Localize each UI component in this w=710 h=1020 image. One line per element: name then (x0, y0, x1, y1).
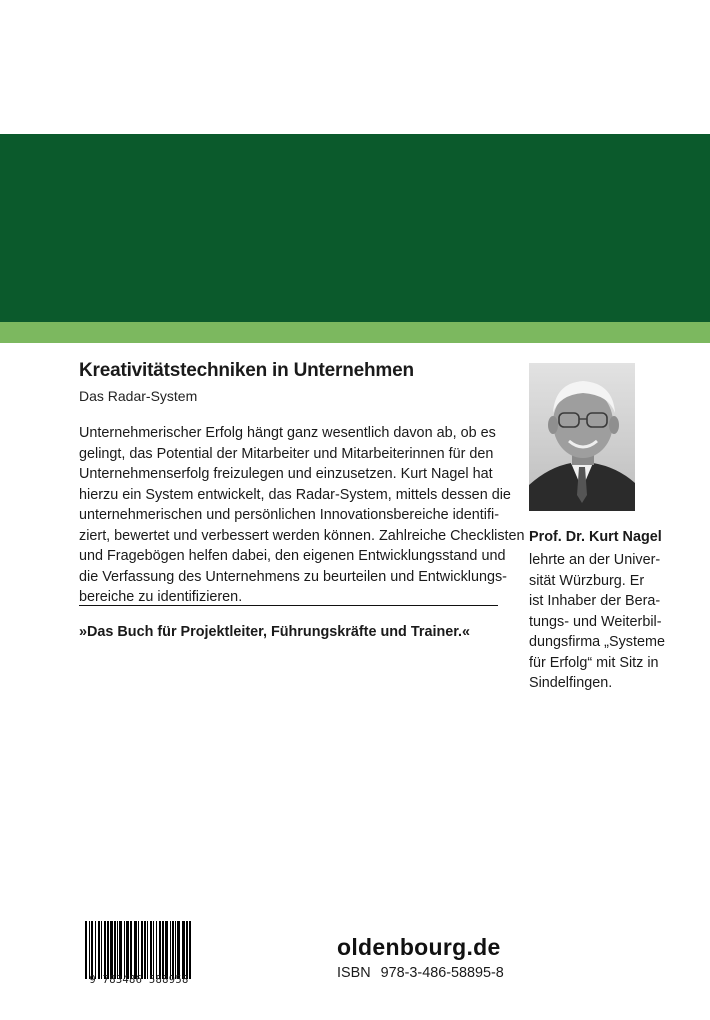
barcode-bar (85, 921, 87, 979)
barcode-bar (134, 921, 137, 979)
barcode-bar (89, 921, 90, 979)
barcode-bar (182, 921, 185, 979)
book-subtitle: Das Radar-System (79, 388, 198, 404)
bio-line: ist Inhaber der Bera- (529, 593, 661, 609)
barcode-bar (114, 921, 116, 979)
publisher-url: oldenbourg.de (337, 934, 501, 960)
description-line: unternehmerischen und persönlichen Innovationsbereiche identifi- (79, 507, 499, 523)
barcode-bar (189, 921, 191, 979)
description-line: gelingt, das Potential der Mitarbeiter und Mitarbeiterinnen für den (79, 445, 494, 462)
barcode-bar (159, 921, 161, 979)
barcode-bar (156, 921, 157, 979)
barcode-bar (117, 921, 118, 979)
description-line: und Fragebögen helfen dabei, den eigenen Entwicklungsstand und (79, 548, 506, 564)
bio-line: Sindelfingen. (529, 675, 613, 691)
barcode-bar (177, 921, 180, 979)
quote: »Das Buch für Projektleiter, Führungskräfte und Trainer.« (79, 624, 471, 640)
barcode-bar (153, 921, 154, 979)
barcode-bar (126, 921, 129, 979)
description-line: Unternehmenserfolg freizulegen und einzusetzen. Kurt Nagel hat (79, 466, 493, 482)
barcode-bar (144, 921, 146, 979)
barcode-bar (95, 921, 96, 979)
bio-line: tungs- und Weiterbil- (529, 613, 662, 630)
barcode-bar (107, 921, 109, 979)
barcode-bar (186, 921, 188, 979)
description-line: die Verfassung des Unternehmens zu beurteilen und Entwicklungs- (79, 568, 507, 585)
barcode-bar (110, 921, 113, 979)
barcode-bar (104, 921, 106, 979)
description-line: Unternehmerischer Erfolg hängt ganz wesentlich davon ab, ob es (79, 425, 496, 441)
author-portrait (529, 363, 635, 511)
bio-line: lehrte an der Univer- (529, 552, 661, 568)
portrait-image (529, 363, 635, 511)
header-band-light (0, 322, 710, 343)
description-line: bereiche zu identifizieren. (79, 589, 243, 605)
barcode-bar (138, 921, 139, 979)
header-band-dark (0, 134, 710, 322)
barcode-bar (130, 921, 132, 979)
barcode-bar (175, 921, 176, 979)
barcode-bar (91, 921, 93, 979)
bio-line: dungsfirma „Systeme (529, 634, 665, 650)
barcode-bar (170, 921, 171, 979)
barcode-bar (150, 921, 152, 979)
bio-line: sität Würzburg. Er (529, 572, 645, 589)
barcode-bar (119, 921, 122, 979)
barcode-bar (141, 921, 143, 979)
bio-line: für Erfolg“ mit Sitz in (529, 654, 659, 671)
author-name: Prof. Dr. Kurt Nagel (529, 529, 662, 545)
description (79, 423, 525, 608)
isbn-number: 978-3-486-58895-8 (380, 965, 504, 981)
isbn (337, 965, 504, 981)
isbn-label: ISBN (337, 965, 371, 981)
book-title: Kreativitätstechniken in Unternehmen (79, 360, 414, 381)
barcode-bar (147, 921, 148, 979)
barcode-bar (172, 921, 174, 979)
barcode-digits: 9 783486 588958 (89, 974, 189, 986)
barcode-bar (124, 921, 125, 979)
description-line: ziert, bewertet und verbessert werden können. Zahlreiche Checklisten (79, 527, 525, 544)
barcode-bar (165, 921, 168, 979)
barcode-bar (98, 921, 100, 979)
divider (79, 605, 498, 606)
author-bio (529, 550, 689, 694)
description-line: hierzu ein System entwickelt, das Radar-System, mittels dessen die (79, 486, 511, 503)
barcode-bar (162, 921, 164, 979)
barcode-bar (101, 921, 102, 979)
